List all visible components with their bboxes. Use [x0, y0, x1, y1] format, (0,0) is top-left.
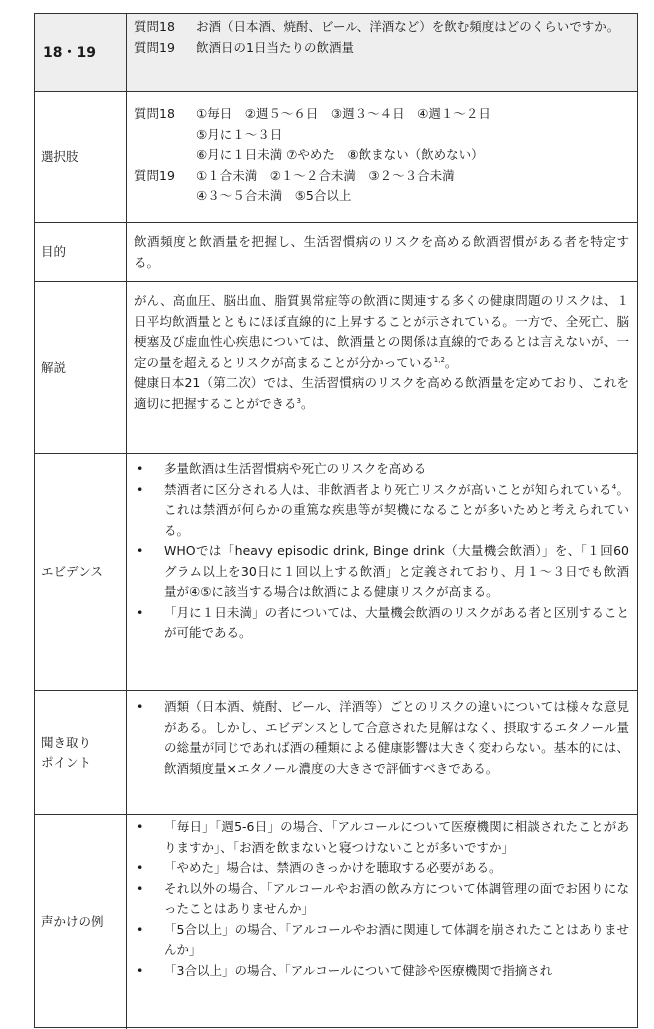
purpose-label: 目的: [35, 223, 127, 281]
points-bullet: • 酒類（日本酒、焼酎、ビール、洋酒等）ごとのリスクの違いについては様々な意見がある。しかし、エビデンスとして合意された見解はなく、摂取するエタノール量の総量が同じであれば酒の種類による健康影響は大きく変わらない。基本的には、飲酒頻度量×エタノール濃度の大きさで評価すべきである。: [134, 697, 629, 779]
example-bullet: • 「3合以上」の場合、「アルコールについて健診や医療機関で指摘され: [134, 961, 629, 982]
question-number: 18・19: [35, 14, 127, 91]
choices-label: 選択肢: [35, 92, 127, 222]
evidence-bullet: • WHOでは「heavy episodic drink, Binge drink（大量機会飲酒）」を、「１回60グラム以上を30日に１回以上する飲酒」と定義されており、月１～３日でも飲酒量が④⑤に該当する場合は飲酒による健康リスクが高まる。: [134, 541, 629, 603]
example-bullet: • 「やめた」場合は、禁酒のきっかけを聴取する必要がある。: [134, 858, 629, 879]
explanation-paragraph: がん、高血圧、脳出血、脂質異常症等の飲酒に関連する多くの健康問題のリスクは、１日平均飲酒量とともにほぼ直線的に上昇することが示されている。一方で、全死亡、脳梗塞及び虚血性心疾患については、飲酒量との関係は直線的であるとは言えないが、一定の量を超えるとリスクが高まることが分かっている$^{1,2}$。: [134, 293, 629, 370]
choices-q18-line: ①毎日 ②週５～６日 ③週３～４日 ④週１～２日: [196, 106, 491, 121]
points-content: [127, 691, 637, 814]
examples-label: 声かけの例: [35, 815, 127, 1029]
choices-q18-line: ⑤月に１～３日: [196, 126, 283, 142]
purpose-content: [127, 223, 637, 281]
choices-q19-line: ①１合未満 ②１～２合未満 ③２～３合未満: [196, 167, 455, 183]
question-row: [35, 14, 637, 91]
question-table: [34, 13, 638, 1028]
evidence-label: エビデンス: [35, 454, 127, 690]
evidence-row: [35, 453, 637, 690]
choices-row: [35, 91, 637, 222]
example-bullet: • 「5合以上」の場合、「アルコールやお酒に関連して体調を崩されたことはありませんか」: [134, 920, 629, 961]
q19-text: 飲酒日の1日当たりの飲酒量: [196, 39, 354, 55]
examples-content: [127, 815, 637, 1029]
explanation-paragraph: 健康日本21（第二次）では、生活習慣病のリスクを高める飲酒量を定めており、これを適切に把握することができる$^3$。: [134, 375, 629, 411]
choices-q18-line: ⑥月に１日未満 ⑦やめた ⑧飲まない（飲めない）: [196, 147, 484, 162]
evidence-bullet: • 多量飲酒は生活習慣病や死亡のリスクを高める: [134, 459, 629, 480]
explanation-label: 解説: [35, 282, 127, 453]
citation-ref: 4: [611, 482, 617, 491]
evidence-bullet: • 「月に１日未満」の者については、大量機会飲酒のリスクがある者と区別することが可能である。: [134, 603, 629, 644]
choices-q19-label: 質問19: [134, 167, 175, 183]
purpose-row: [35, 222, 637, 281]
citation-ref: 1,2: [433, 355, 445, 364]
points-label: 聞き取り ポイント: [35, 691, 127, 814]
example-bullet: • 「毎日」「週5-6日」の場合、「アルコールについて医療機関に相談されたことがありますか」、「お酒を飲まないと寝つけないことが多いですか」: [134, 817, 629, 858]
examples-row: [35, 814, 637, 1029]
choices-q18-label: 質問18: [134, 106, 175, 121]
explanation-row: [35, 281, 637, 453]
q18-label: 質問18: [134, 19, 175, 34]
q19-label: 質問19: [134, 39, 175, 55]
points-row: [35, 690, 637, 814]
question-content: [127, 14, 637, 91]
choices-content: [127, 92, 637, 222]
purpose-text: 飲酒頻度と飲酒量を把握し、生活習慣病のリスクを高める飲酒習慣がある者を特定する。: [134, 234, 629, 270]
explanation-content: [127, 282, 637, 453]
evidence-bullet: • 禁酒者に区分される人は、非飲酒者より死亡リスクが高いことが知られている$^4$。これは禁酒が何らかの重篤な疾患等が契機になることが多いためと考えられている。: [134, 480, 629, 542]
q18-text: お酒（日本酒、焼酎、ビール、洋酒など）を飲む頻度はどのくらいですか。: [196, 19, 620, 34]
example-bullet: • それ以外の場合、「アルコールやお酒の飲み方について体調管理の面でお困りになったことはありませんか」: [134, 879, 629, 920]
choices-q19-line: ④３～５合未満 ⑤5合以上: [196, 188, 352, 203]
evidence-content: [127, 454, 637, 690]
citation-ref: 3: [296, 396, 301, 405]
